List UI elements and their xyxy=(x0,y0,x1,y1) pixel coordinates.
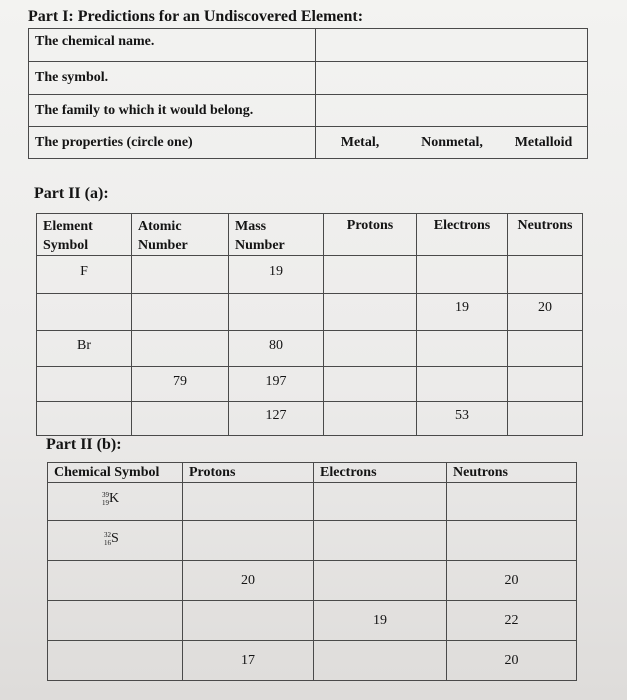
option-nonmetal[interactable]: Nonmetal, xyxy=(404,127,500,159)
cell[interactable] xyxy=(508,402,583,436)
cell[interactable]: 19 xyxy=(314,601,447,641)
nuclide-s-mass: 32 xyxy=(104,531,111,539)
cell[interactable] xyxy=(417,367,508,402)
header-mass-line1: Mass xyxy=(235,219,267,234)
cell[interactable] xyxy=(229,294,324,331)
table-row xyxy=(37,367,583,402)
cell[interactable] xyxy=(447,521,577,561)
header-mass-number xyxy=(229,214,324,256)
cell[interactable]: 197 xyxy=(229,367,324,402)
family-label: The family to which it would belong. xyxy=(29,95,316,127)
cell[interactable] xyxy=(314,483,447,521)
part1-table xyxy=(28,28,588,159)
part2a-title: Part II (a): xyxy=(34,185,109,202)
cell[interactable] xyxy=(447,483,577,521)
cell[interactable]: 80 xyxy=(229,331,324,367)
table-row xyxy=(48,521,577,561)
cell[interactable]: 20 xyxy=(508,294,583,331)
table-row xyxy=(37,331,583,367)
option-metal[interactable]: Metal, xyxy=(316,127,405,159)
cell[interactable]: 17 xyxy=(183,641,314,681)
table-row xyxy=(37,402,583,436)
cell[interactable] xyxy=(417,331,508,367)
cell[interactable] xyxy=(183,483,314,521)
nuclide-k xyxy=(48,483,183,521)
cell[interactable] xyxy=(132,256,229,294)
cell[interactable] xyxy=(417,256,508,294)
cell[interactable]: 79 xyxy=(132,367,229,402)
option-metalloid[interactable]: Metalloid xyxy=(500,127,588,159)
nuclide-s xyxy=(48,521,183,561)
cell[interactable] xyxy=(324,367,417,402)
table-row xyxy=(48,483,577,521)
header-protons: Protons xyxy=(324,214,417,256)
part2b-table xyxy=(47,462,577,681)
cell[interactable]: 20 xyxy=(183,561,314,601)
nuclide-s-atomic: 16 xyxy=(104,539,111,547)
header-neutrons-b: Neutrons xyxy=(447,463,577,483)
header-neutrons: Neutrons xyxy=(508,214,583,256)
cell[interactable] xyxy=(132,294,229,331)
header-element-line2: Symbol xyxy=(43,238,89,253)
cell[interactable] xyxy=(314,561,447,601)
table-row xyxy=(48,601,577,641)
properties-label: The properties (circle one) xyxy=(29,127,316,159)
nuclide-s-symbol: S xyxy=(111,531,119,546)
chemical-name-field[interactable] xyxy=(316,29,588,62)
cell[interactable] xyxy=(37,294,132,331)
cell[interactable]: F xyxy=(37,256,132,294)
cell[interactable] xyxy=(183,601,314,641)
table-row xyxy=(48,641,577,681)
cell[interactable] xyxy=(508,256,583,294)
cell[interactable] xyxy=(324,331,417,367)
cell[interactable]: 22 xyxy=(447,601,577,641)
header-element-line1: Element xyxy=(43,219,93,234)
cell[interactable]: 20 xyxy=(447,561,577,601)
cell[interactable] xyxy=(37,367,132,402)
header-chemical-symbol: Chemical Symbol xyxy=(48,463,183,483)
part2a-table xyxy=(36,213,583,436)
cell[interactable] xyxy=(48,641,183,681)
nuclide-k-atomic: 19 xyxy=(102,499,109,507)
cell[interactable] xyxy=(183,521,314,561)
cell[interactable] xyxy=(324,402,417,436)
cell[interactable] xyxy=(314,521,447,561)
part2b-title: Part II (b): xyxy=(46,436,122,453)
table-row xyxy=(37,256,583,294)
part1-title: Part I: Predictions for an Undiscovered Element: xyxy=(28,8,364,25)
cell[interactable] xyxy=(132,402,229,436)
cell[interactable] xyxy=(37,402,132,436)
table-row xyxy=(37,294,583,331)
family-field[interactable] xyxy=(316,95,588,127)
cell[interactable] xyxy=(314,641,447,681)
nuclide-k-symbol: K xyxy=(109,491,120,506)
cell[interactable]: 19 xyxy=(417,294,508,331)
cell[interactable]: 19 xyxy=(229,256,324,294)
chemical-name-label: The chemical name. xyxy=(29,29,316,62)
table-row xyxy=(48,561,577,601)
header-electrons: Electrons xyxy=(417,214,508,256)
cell[interactable] xyxy=(48,601,183,641)
header-mass-line2: Number xyxy=(235,238,285,253)
cell[interactable] xyxy=(324,256,417,294)
header-atomic-number xyxy=(132,214,229,256)
header-electrons-b: Electrons xyxy=(314,463,447,483)
cell[interactable]: 20 xyxy=(447,641,577,681)
symbol-field[interactable] xyxy=(316,62,588,95)
header-atomic-line2: Number xyxy=(138,238,188,253)
nuclide-k-mass: 39 xyxy=(102,491,109,499)
header-protons-b: Protons xyxy=(183,463,314,483)
cell[interactable] xyxy=(48,561,183,601)
symbol-label: The symbol. xyxy=(29,62,316,95)
cell[interactable]: 53 xyxy=(417,402,508,436)
cell[interactable] xyxy=(508,367,583,402)
cell[interactable]: Br xyxy=(37,331,132,367)
header-element-symbol xyxy=(37,214,132,256)
cell[interactable] xyxy=(508,331,583,367)
header-atomic-line1: Atomic xyxy=(138,219,182,234)
cell[interactable] xyxy=(324,294,417,331)
cell[interactable]: 127 xyxy=(229,402,324,436)
cell[interactable] xyxy=(132,331,229,367)
